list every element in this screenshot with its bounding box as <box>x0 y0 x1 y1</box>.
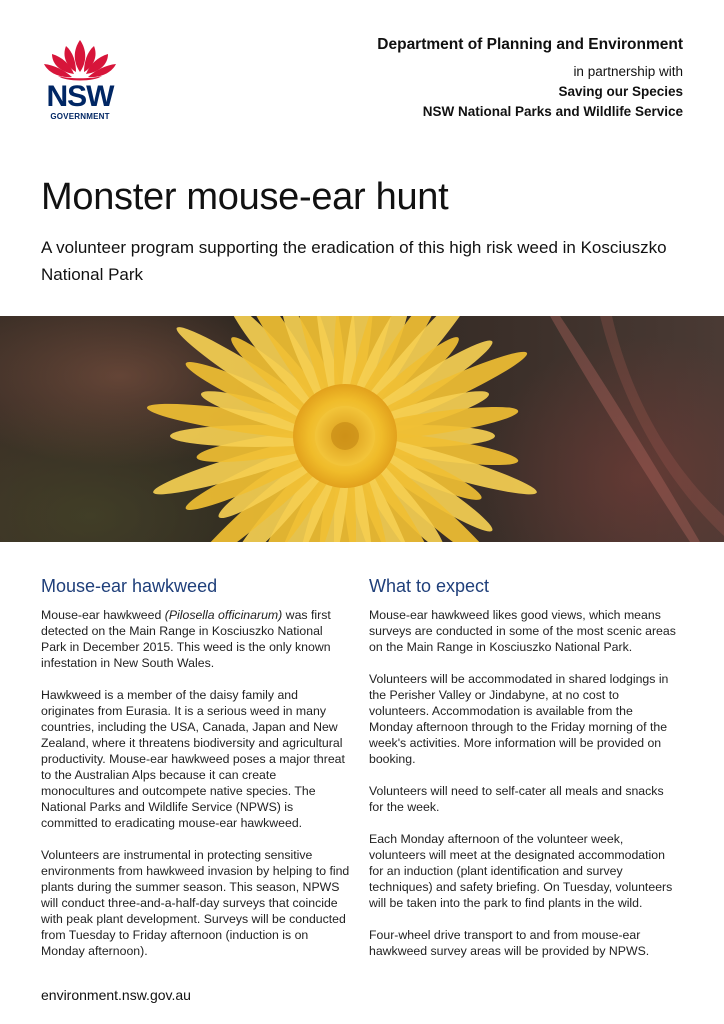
paragraph-accommodation: Volunteers will be accommodated in shared lodgings in the Perisher Valley or Jindabyne, at no cost to volunteers. Accommodation is available from the Monday afternoon through to the Friday morning of the week's activities. More information will be provided on booking. <box>369 672 669 766</box>
waratah-icon <box>40 36 120 84</box>
footer-website[interactable]: environment.nsw.gov.au <box>41 987 191 1003</box>
hero-image-hawkweed-flower <box>0 316 724 542</box>
partner-saving-our-species: Saving our Species <box>558 84 683 99</box>
partner-npws: NSW National Parks and Wildlife Service <box>422 104 683 119</box>
page-subtitle: A volunteer program supporting the eradication of this high risk weed in Kosciuszko National Park <box>41 238 667 284</box>
nsw-government-logo <box>40 36 120 122</box>
column-what-to-expect <box>369 576 679 975</box>
heading-mouse-ear-hawkweed: Mouse-ear hawkweed <box>41 576 218 596</box>
column-mouse-ear-hawkweed <box>41 576 351 975</box>
paragraph-about-hawkweed: Hawkweed is a member of the daisy family and originates from Eurasia. It is a serious weed in many countries, including the USA, Canada, Japan and New Zealand, where it threatens biodiversity and agricultural productivity. Mouse-ear hawkweed poses a major threat to the Australian Alps because it can create monocultures and outcompete native species. The National Parks and Wildlife Service (NPWS) is committed to eradicating mouse-ear hawkweed. <box>41 688 345 830</box>
department-name: Department of Planning and Environment <box>377 36 683 53</box>
header-credits <box>377 36 683 122</box>
paragraph-induction: Each Monday afternoon of the volunteer week, volunteers will meet at the designated accommodation for an induction (plant identification and survey techniques) and safety briefing. On Tuesday, volunteers will be taken into the park to find plants in the wild. <box>369 832 673 910</box>
paragraph-survey-areas: Mouse-ear hawkweed likes good views, which means surveys are conducted in some of the most scenic areas on the Main Range in Kosciuszko National Park. <box>369 608 676 654</box>
page-title: Monster mouse-ear hunt <box>41 176 449 218</box>
paragraph-volunteers-role: Volunteers are instrumental in protecting sensitive environments from hawkweed invasion by helping to find plants during the summer season. This season, NPWS will conduct three-and-a-half-day surveys that coincide with peak plant development. Surveys will be conducted from Tuesday to Friday afternoon (induction is on Monday afternoon). <box>41 848 350 958</box>
heading-what-to-expect: What to expect <box>369 576 490 596</box>
logo-nsw-text: NSW <box>46 80 114 113</box>
flower-illustration <box>0 316 724 542</box>
partnership-intro: in partnership with <box>573 64 683 79</box>
paragraph-self-cater: Volunteers will need to self-cater all meals and snacks for the week. <box>369 784 664 814</box>
logo-government-text: GOVERNMENT <box>50 112 110 121</box>
paragraph-transport: Four-wheel drive transport to and from mouse-ear hawkweed survey areas will be provided by NPWS. <box>369 928 650 958</box>
paragraph-discovery: Mouse-ear hawkweed (Pilosella officinarum) was first detected on the Main Range in Kosciuszko National Park in December 2015. This weed is the only known infestation in New South Wales. <box>41 608 331 670</box>
